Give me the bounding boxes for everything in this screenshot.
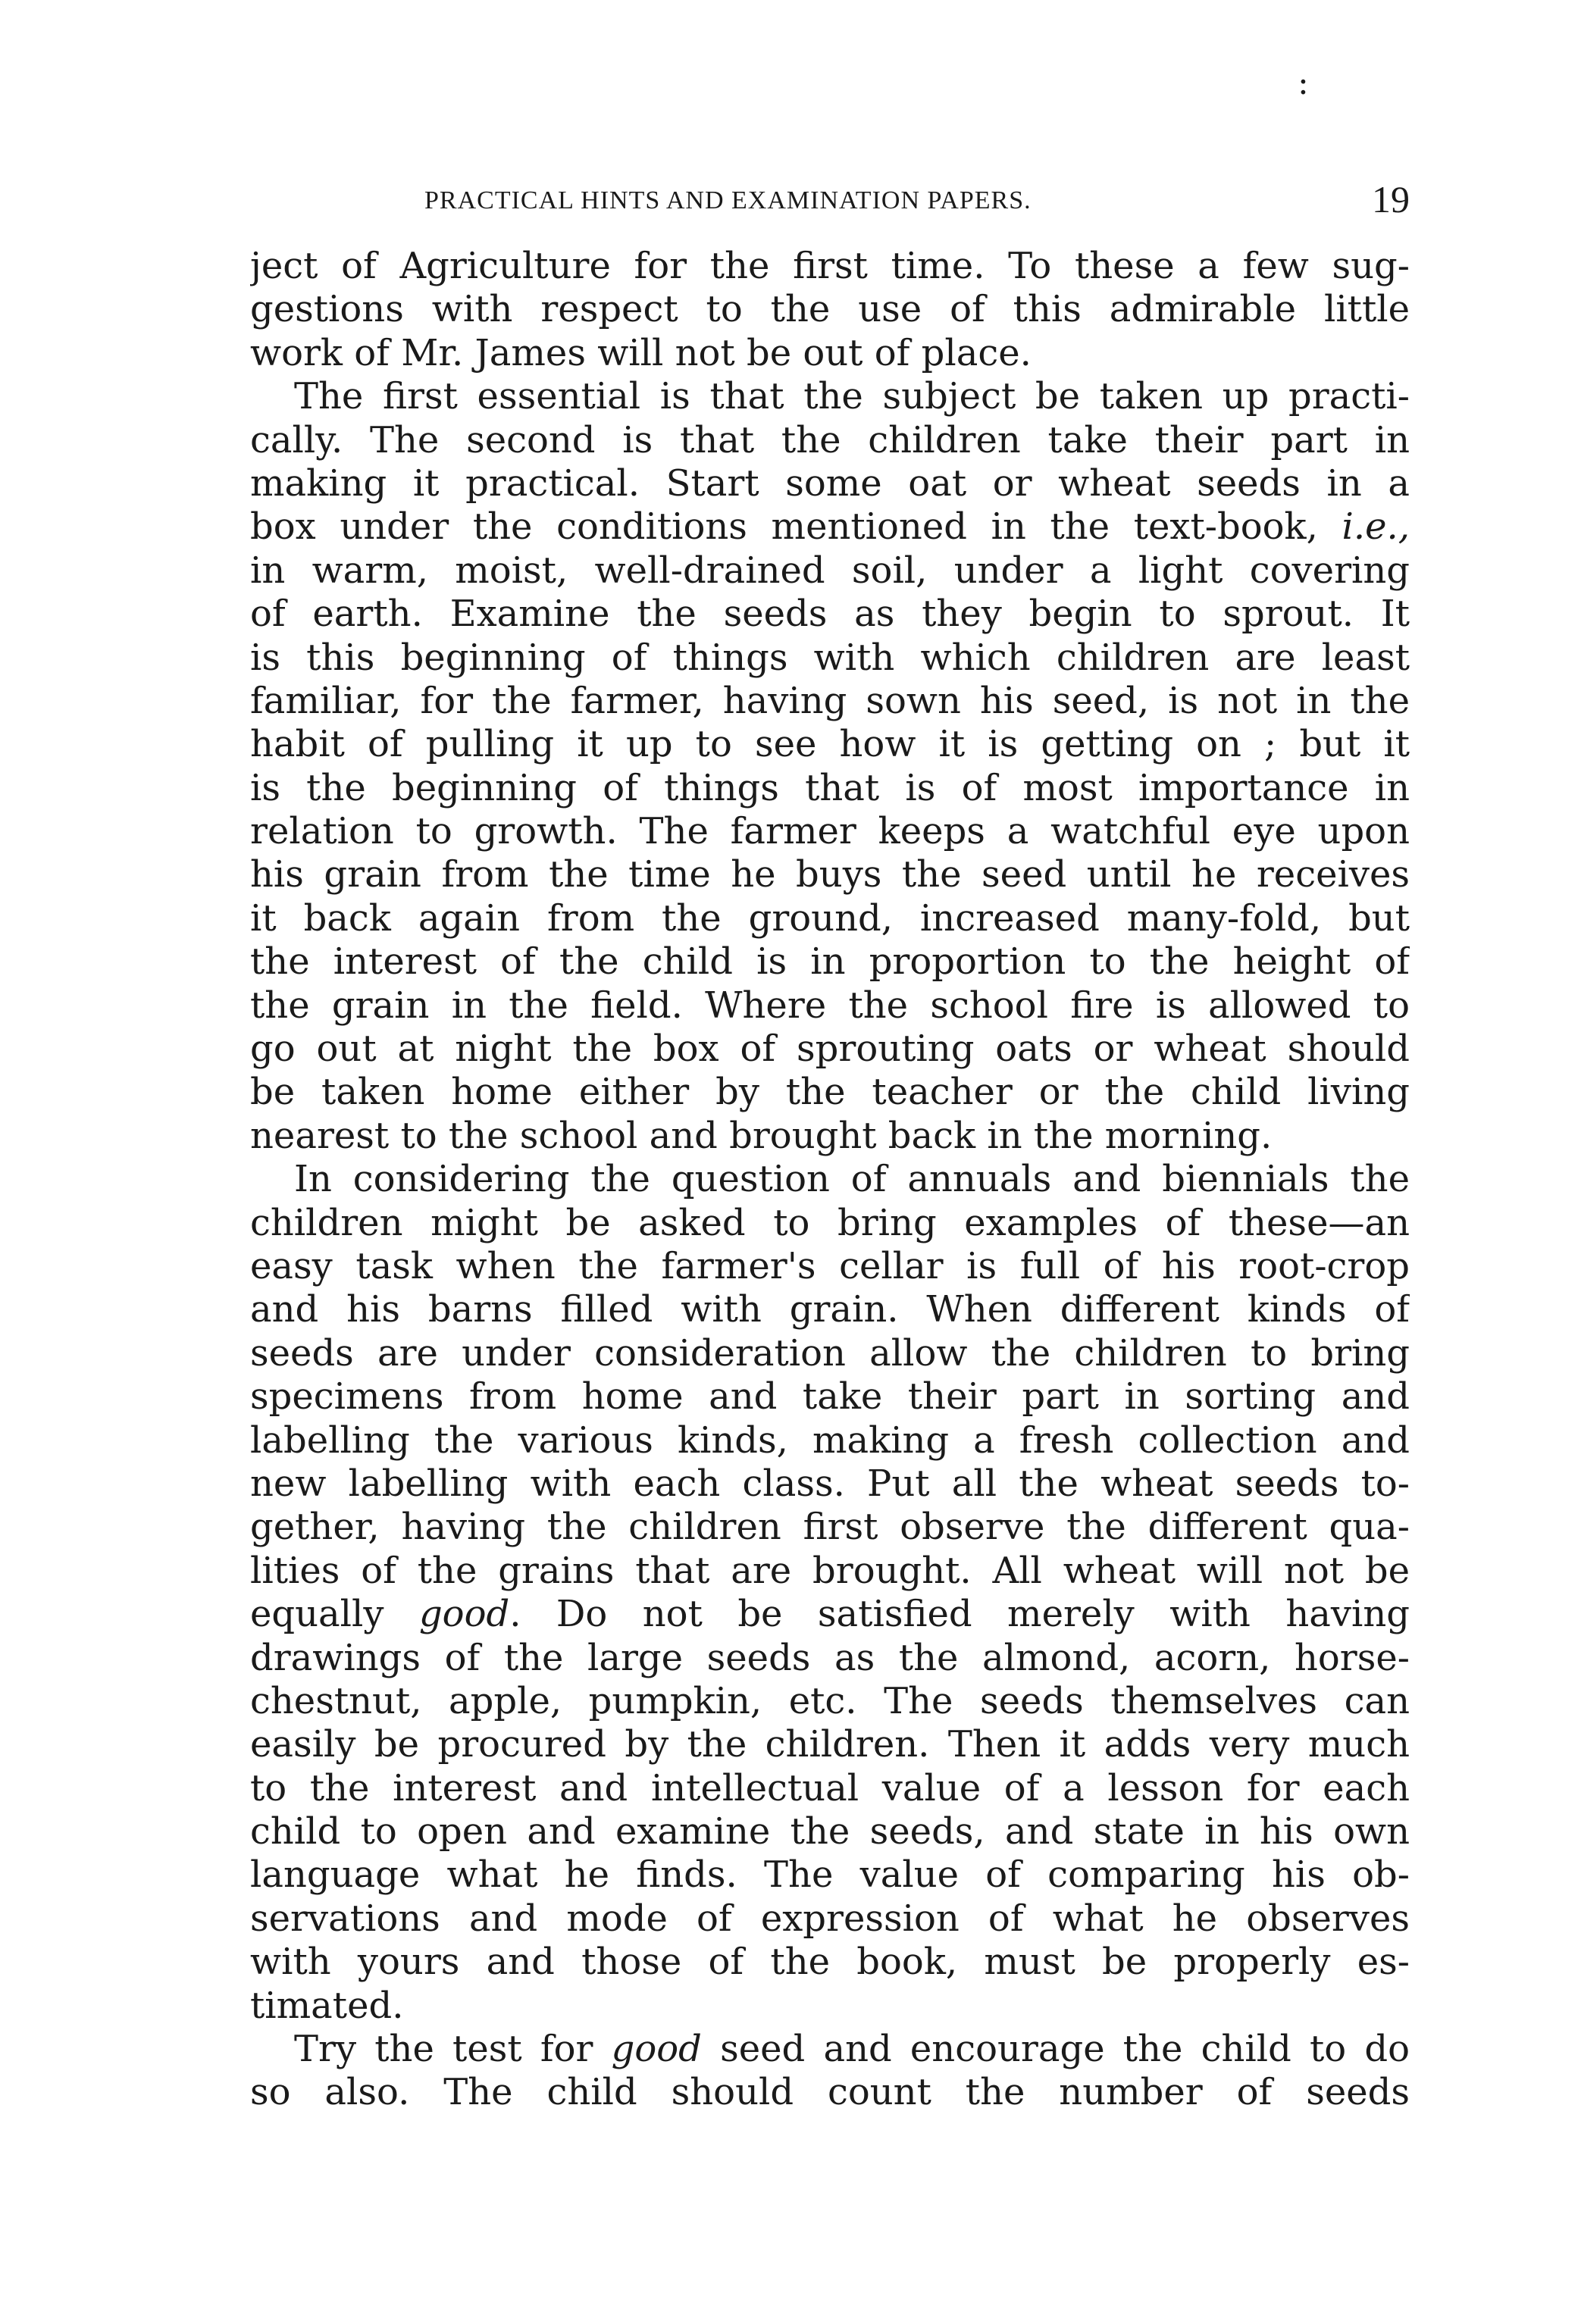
italic-word: good [418, 1593, 510, 1636]
running-head-title: PRACTICAL HINTS AND EXAMINATION PAPERS. [424, 186, 1032, 214]
text-line: familiar, for the farmer, having sown his seed, is not in the [250, 679, 1410, 722]
text-line: specimens from home and take their part in sorting and [250, 1375, 1410, 1418]
text-line: language what he finds. The value of comparing his ob- [250, 1853, 1410, 1897]
text-line: chestnut, apple, pumpkin, etc. The seeds themselves can [250, 1679, 1410, 1722]
text-line: new labelling with each class. Put all the wheat seeds to- [250, 1462, 1410, 1505]
page-number: 19 [1372, 178, 1410, 221]
text-line: easy task when the farmer's cellar is full of his root-crop [250, 1244, 1410, 1287]
text-line: equally good. Do not be satisfied merely with having [250, 1593, 1410, 1636]
text-line: making it practical. Start some oat or wheat seeds in a [250, 461, 1410, 505]
text-line: The first essential is that the subject be taken up practi- [294, 375, 1410, 418]
text-line: his grain from the time he buys the seed until he receives [250, 853, 1410, 896]
text-line: labelling the various kinds, making a fresh collection and [250, 1418, 1410, 1462]
text-line: easily be procured by the children. Then it adds very much [250, 1723, 1410, 1766]
text-line: of earth. Examine the seeds as they begin to sprout. It [250, 593, 1410, 636]
text-line: servations and mode of expression of what he observes [250, 1897, 1410, 1940]
text-line: to the interest and intellectual value of a lesson for each [250, 1766, 1410, 1809]
text-line: seeds are under consideration allow the children to bring [250, 1331, 1410, 1375]
text-line: the interest of the child is in proportion to the height of [250, 940, 1410, 984]
text-line: child to open and examine the seeds, and state in his own [250, 1810, 1410, 1853]
text-line: Try the test for good seed and encourage the child to do [294, 2028, 1410, 2071]
text-line: ject of Agriculture for the first time. To these a few sug- [250, 245, 1410, 287]
text-line: gestions with respect to the use of this admirable little [250, 288, 1410, 331]
text-line: in warm, moist, well-drained soil, under a light covering [250, 549, 1410, 592]
text-line: so also. The child should count the number of seeds [250, 2071, 1410, 2114]
italic-word: i.e., [1342, 505, 1410, 549]
text-line: gether, having the children first observe the different qua- [250, 1506, 1410, 1549]
text-line: nearest to the school and brought back in the morning. [250, 1114, 1273, 1157]
text-line: timated. [250, 1984, 404, 2027]
text-line: with yours and those of the book, must be properly es- [250, 1941, 1410, 1984]
body-text [250, 245, 1410, 2115]
text-line: it back again from the ground, increased many-fold, but [250, 896, 1410, 940]
text-line: relation to growth. The farmer keeps a watchful eye upon [250, 810, 1410, 853]
text-line: the grain in the field. Where the school fire is allowed to [250, 984, 1410, 1027]
text-line: and his barns filled with grain. When different kinds of [250, 1288, 1410, 1331]
text-line: be taken home either by the teacher or the child living [250, 1071, 1410, 1114]
text-line: children might be asked to bring examples of these—an [250, 1201, 1410, 1244]
italic-word: good [611, 2028, 702, 2071]
text-line: In considering the question of annuals and biennials the [294, 1158, 1410, 1201]
text-line: is this beginning of things with which children are least [250, 636, 1410, 679]
running-head [250, 180, 1410, 226]
text-line: lities of the grains that are brought. All wheat will not be [250, 1549, 1410, 1592]
text-line: work of Mr. James will not be out of place. [250, 331, 1032, 374]
text-line: drawings of the large seeds as the almond, acorn, horse- [250, 1636, 1410, 1679]
margin-mark: : [1298, 64, 1309, 102]
text-line: go out at night the box of sprouting oats or wheat should [250, 1028, 1410, 1071]
text-line: habit of pulling it up to see how it is getting on ; but it [250, 723, 1410, 766]
text-line: is the beginning of things that is of most importance in [250, 766, 1410, 809]
text-line: cally. The second is that the children take their part in [250, 418, 1410, 461]
text-line: box under the conditions mentioned in the text-book, i.e., [250, 505, 1410, 549]
